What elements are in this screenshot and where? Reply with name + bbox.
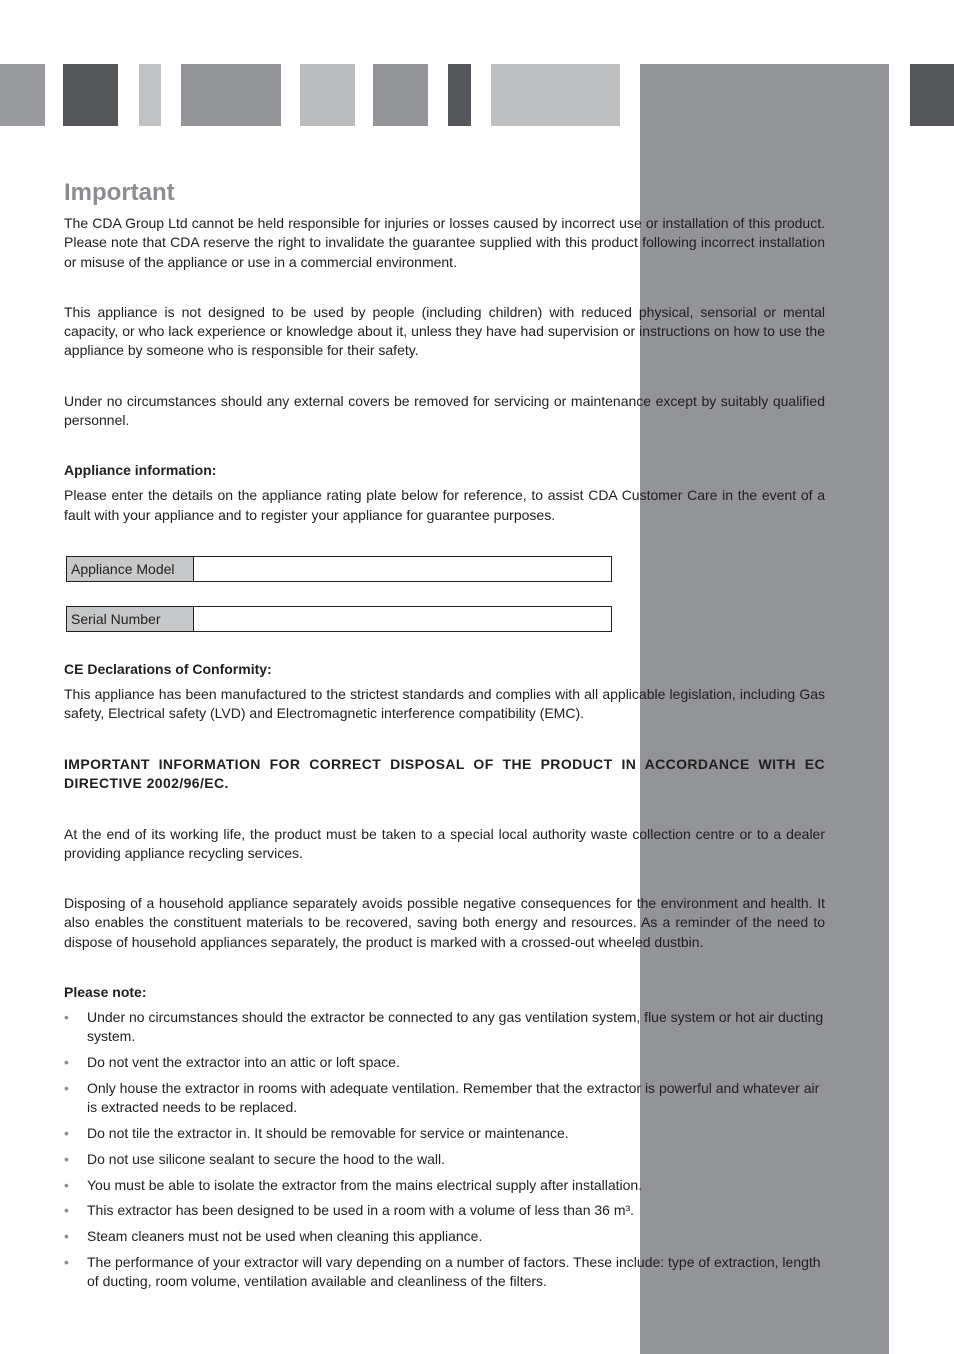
bullet-icon: • — [64, 1254, 69, 1271]
bullet-icon: • — [64, 1054, 69, 1071]
appliance-info-text: Please enter the details on the appliance rating plate below for reference, to assist CDA Customer Care in the event of a fault with your appliance and to register your appliance for guarantee purposes. — [64, 487, 825, 523]
page-title: Important — [64, 179, 175, 206]
header-band-2 — [63, 64, 118, 126]
bullet-icon: • — [64, 1176, 69, 1193]
list-item: • Do not use silicone sealant to secure the hood to the wall. — [64, 1150, 825, 1169]
bullet-icon: • — [64, 1079, 69, 1096]
header-band-6 — [373, 64, 428, 126]
page-content — [64, 178, 825, 1298]
disposal-paragraph-2: Disposing of a household appliance separately avoids possible negative consequences for the environment and health. It also enables the constituent materials to be recovered, saving both energy and resources. As a reminder of the need to dispose of household appliances separately, the product is marked with a crossed-out wheeled dustbin. — [64, 895, 825, 950]
usage-restriction-paragraph: This appliance is not designed to be used by people (including children) with reduced physical, sensorial or mental capacity, or who lack experience or knowledge about it, unless they have had supervision or instructions on how to use the appliance by someone who is responsible for their safety. — [64, 303, 825, 359]
header-band-5 — [300, 64, 355, 126]
bullet-icon: • — [64, 1202, 69, 1219]
header-band-3 — [139, 64, 161, 126]
serial-number-label: Serial Number — [67, 606, 194, 631]
header-band-4 — [181, 64, 281, 126]
header-band-7 — [448, 64, 471, 126]
appliance-info-heading: Appliance information: — [64, 462, 217, 479]
list-item: • Do not tile the extractor in. It should be removable for service or maintenance. — [64, 1124, 825, 1143]
bullet-icon: • — [64, 1009, 69, 1026]
list-item: • Steam cleaners must not be used when cleaning this appliance. — [64, 1227, 825, 1246]
notes-heading: Please note: — [64, 984, 147, 1001]
bullet-icon: • — [64, 1125, 69, 1142]
disposal-heading: IMPORTANT INFORMATION FOR CORRECT DISPOSAL OF THE PRODUCT IN ACCORDANCE WITH EC DIRECTIVE 2002/96/EC. — [64, 755, 825, 791]
header-band-8 — [491, 64, 620, 126]
covers-paragraph: Under no circumstances should any external covers be removed for servicing or maintenance except by suitably qualified personnel. — [64, 392, 825, 429]
bullet-icon: • — [64, 1228, 69, 1245]
serial-number-table — [66, 606, 612, 632]
header-band-1 — [0, 64, 45, 126]
list-item: • Under no circumstances should the extractor be connected to any gas ventilation system, flue system or hot air ducting system. — [64, 1009, 824, 1045]
list-item: • Do not vent the extractor into an attic or loft space. — [64, 1053, 825, 1072]
disposal-paragraph-1: At the end of its working life, the product must be taken to a special local authority waste collection centre or to a dealer providing appliance recycling services. — [64, 825, 825, 861]
header-band-9 — [910, 64, 954, 126]
list-item: • This extractor has been designed to be used in a room with a volume of less than 36 m³. — [64, 1201, 825, 1220]
notes-list — [64, 1008, 825, 1292]
appliance-model-field[interactable] — [194, 556, 612, 581]
list-item: • Only house the extractor in rooms with adequate ventilation. Remember that the extractor is powerful and whatever air is extracted needs to be replaced. — [64, 1079, 820, 1116]
appliance-model-table — [66, 556, 612, 582]
serial-number-field[interactable] — [194, 606, 612, 631]
ce-text: This appliance has been manufactured to the strictest standards and complies with all applicable legislation, including Gas safety, Electrical safety (LVD) and Electromagnetic interference compatibility (EMC). — [64, 685, 825, 722]
bullet-icon: • — [64, 1150, 69, 1167]
list-item: • The performance of your extractor will vary depending on a number of factors. These include: type of extraction, length of ducting, room volume, ventilation available and cleanliness of the filters. — [64, 1254, 821, 1290]
ce-heading: CE Declarations of Conformity: — [64, 660, 272, 677]
list-item: • You must be able to isolate the extractor from the mains electrical supply after installation. — [64, 1176, 825, 1195]
liability-paragraph: The CDA Group Ltd cannot be held responsible for injuries or losses caused by incorrect use or installation of this product. Please note that CDA reserve the right to invalidate the guarantee supplied with this product following incorrect installation or misuse of the appliance or use in a commercial environment. — [64, 215, 825, 270]
appliance-model-label: Appliance Model — [67, 556, 194, 581]
